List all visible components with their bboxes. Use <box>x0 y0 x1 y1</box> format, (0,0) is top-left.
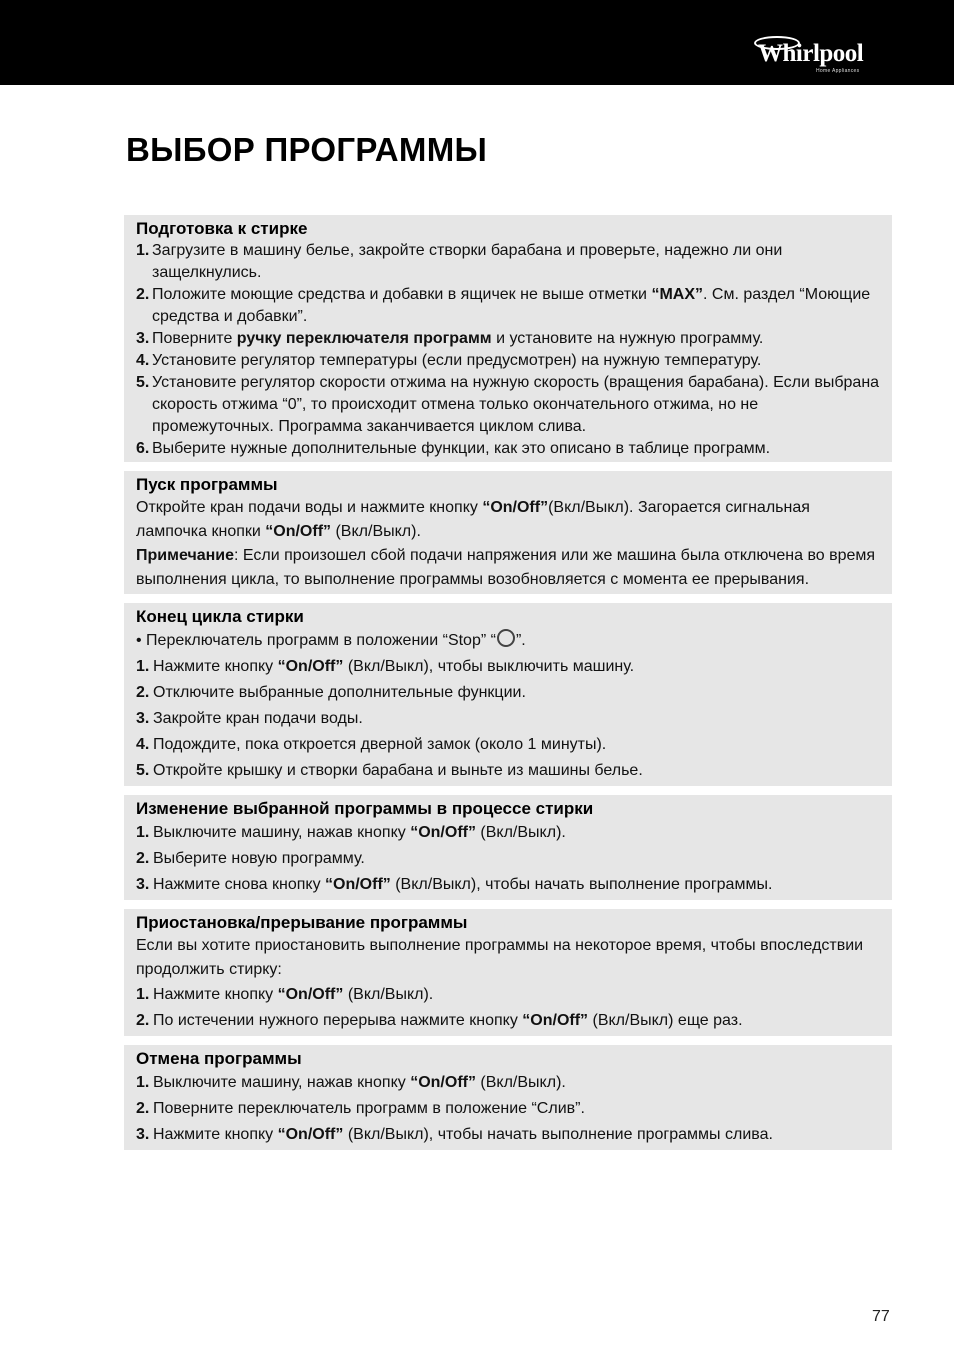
item-number: 4. <box>136 352 150 369</box>
para-text: (Вкл/Выкл). <box>331 523 421 540</box>
section-preparation <box>124 215 892 462</box>
item-text: (Вкл/Выкл). <box>343 986 434 1003</box>
note-text: : Если произошел сбой подачи напряжения или же машина была отключена во время выполнения цикла, то выполнение программы возобновляется с момента ее прерывания. <box>136 547 876 588</box>
page-number: 77 <box>872 1308 890 1325</box>
item-text: . См. раздел “Моющие средства и добавки”. <box>152 286 871 325</box>
section-heading: Пуск программы <box>136 475 278 494</box>
list-item <box>136 872 880 898</box>
item-number: 1. <box>136 986 150 1003</box>
item-bold-text: “On/Off” <box>522 1012 589 1029</box>
brand-name: Whirlpool <box>758 40 864 67</box>
item-bold-text: “On/Off” <box>410 824 476 841</box>
bullet-text: • Переключатель программ в положении “Stop” “ <box>136 632 496 649</box>
list-item <box>136 758 880 784</box>
item-text: (Вкл/Выкл), чтобы начать выполнение программы. <box>390 876 773 893</box>
list-item <box>136 1070 880 1096</box>
section-cancel-program <box>124 1045 892 1150</box>
section-heading: Подготовка к стирке <box>136 219 308 238</box>
item-number: 3. <box>136 330 150 347</box>
item-text: и установите на нужную программу. <box>491 330 764 347</box>
item-number: 6. <box>136 440 150 457</box>
item-text: Откройте крышку и створки барабана и выньте из машины белье. <box>153 762 643 779</box>
stop-circle-icon <box>497 629 515 647</box>
list-item <box>136 372 880 438</box>
content <box>124 215 892 1159</box>
list-item <box>136 680 880 706</box>
item-number: 3. <box>136 710 150 727</box>
section-heading: Приостановка/прерывание программы <box>136 913 468 932</box>
item-bold-text: ручку переключателя программ <box>236 330 492 347</box>
item-text: (Вкл/Выкл) еще раз. <box>588 1012 743 1029</box>
item-text: (Вкл/Выкл). <box>475 824 566 841</box>
list-item <box>136 438 880 460</box>
item-bold-text: “On/Off” <box>325 876 391 893</box>
list-item <box>136 820 880 846</box>
list-item <box>136 240 880 284</box>
list-item <box>136 846 880 872</box>
section-change-program <box>124 795 892 900</box>
item-number: 3. <box>136 876 150 893</box>
bullet-item <box>136 628 880 654</box>
page-title: ВЫБОР ПРОГРАММЫ <box>126 131 488 168</box>
list-item <box>136 706 880 732</box>
list-item <box>136 350 880 372</box>
item-text: Положите моющие средства и добавки в ящичек не выше отметки <box>152 286 652 303</box>
para-text: Откройте кран подачи воды и нажмите кнопку <box>136 499 483 516</box>
item-text: Загрузите в машину белье, закройте створки барабана и проверьте, надежно ли они защелкнулись. <box>152 242 783 281</box>
item-text: Нажмите снова кнопку <box>153 876 326 893</box>
item-text: Установите регулятор скорости отжима на нужную скорость (вращения барабана). Если выбрана скорость отжима “0”, то происходит отмена только окончательного отжима, но не промежуточных. Программа заканчивается циклом слива. <box>152 374 880 435</box>
item-text: Выключите машину, нажав кнопку <box>153 824 411 841</box>
item-bold-text: “On/Off” <box>277 1126 344 1143</box>
item-number: 4. <box>136 736 150 753</box>
brand-subtitle: Home Appliances <box>816 68 860 74</box>
item-number: 2. <box>136 1100 150 1117</box>
bullet-text: ”. <box>515 632 526 649</box>
item-bold-text: “MAX” <box>651 286 703 303</box>
item-bold-text: “On/Off” <box>277 986 344 1003</box>
note-label: Примечание <box>136 547 235 564</box>
list-item <box>136 1008 880 1034</box>
item-number: 1. <box>136 658 150 675</box>
list-item <box>136 1096 880 1122</box>
paragraph <box>136 496 880 544</box>
item-text: Отключите выбранные дополнительные функции. <box>153 684 526 701</box>
list-item <box>136 1122 880 1148</box>
item-text: (Вкл/Выкл). <box>475 1074 566 1091</box>
item-number: 1. <box>136 824 150 841</box>
para-bold-text: “On/Off” <box>265 523 332 540</box>
section-heading: Отмена программы <box>136 1049 302 1068</box>
item-number: 1. <box>136 242 150 259</box>
item-text: Подождите, пока откроется дверной замок (около 1 минуты). <box>153 736 607 753</box>
item-number: 5. <box>136 374 150 391</box>
para-bold-text: “On/Off” <box>482 499 549 516</box>
item-number: 2. <box>136 286 150 303</box>
item-text: По истечении нужного перерыва нажмите кнопку <box>153 1012 523 1029</box>
item-number: 2. <box>136 684 150 701</box>
item-number: 2. <box>136 1012 150 1029</box>
item-text: Установите регулятор температуры (если предусмотрен) на нужную температуру. <box>152 352 762 369</box>
list-item <box>136 732 880 758</box>
item-text: Закройте кран подачи воды. <box>153 710 363 727</box>
item-number: 1. <box>136 1074 150 1091</box>
section-heading: Изменение выбранной программы в процессе стирки <box>136 799 594 818</box>
whirlpool-logo <box>754 36 880 80</box>
item-text: Поверните переключатель программ в положение “Слив”. <box>153 1100 585 1117</box>
list-item <box>136 284 880 328</box>
list-item <box>136 982 880 1008</box>
item-text: Нажмите кнопку <box>153 1126 278 1143</box>
item-text: Выберите новую программу. <box>153 850 365 867</box>
item-number: 2. <box>136 850 150 867</box>
item-text: (Вкл/Выкл), чтобы начать выполнение программы слива. <box>343 1126 773 1143</box>
item-text: (Вкл/Выкл), чтобы выключить машину. <box>343 658 635 675</box>
paragraph: Если вы хотите приостановить выполнение программы на некоторое время, чтобы впоследствии продолжить стирку: <box>136 937 864 978</box>
list-item <box>136 328 880 350</box>
item-bold-text: “On/Off” <box>277 658 344 675</box>
header-bar <box>0 0 954 85</box>
para-text: (Вкл/Выкл). Загорается сигнальная лампочка кнопки <box>136 499 810 540</box>
item-number: 3. <box>136 1126 150 1143</box>
list-item <box>136 654 880 680</box>
item-text: Нажмите кнопку <box>153 658 278 675</box>
item-text: Поверните <box>152 330 237 347</box>
note-paragraph <box>136 544 880 592</box>
section-heading: Конец цикла стирки <box>136 607 304 626</box>
item-number: 5. <box>136 762 150 779</box>
section-pause-program <box>124 909 892 1036</box>
item-text: Выключите машину, нажав кнопку <box>153 1074 411 1091</box>
item-text: Выберите нужные дополнительные функции, как это описано в таблице программ. <box>152 440 771 457</box>
item-bold-text: “On/Off” <box>410 1074 476 1091</box>
section-start-program <box>124 471 892 594</box>
item-text: Нажмите кнопку <box>153 986 278 1003</box>
section-end-cycle <box>124 603 892 786</box>
